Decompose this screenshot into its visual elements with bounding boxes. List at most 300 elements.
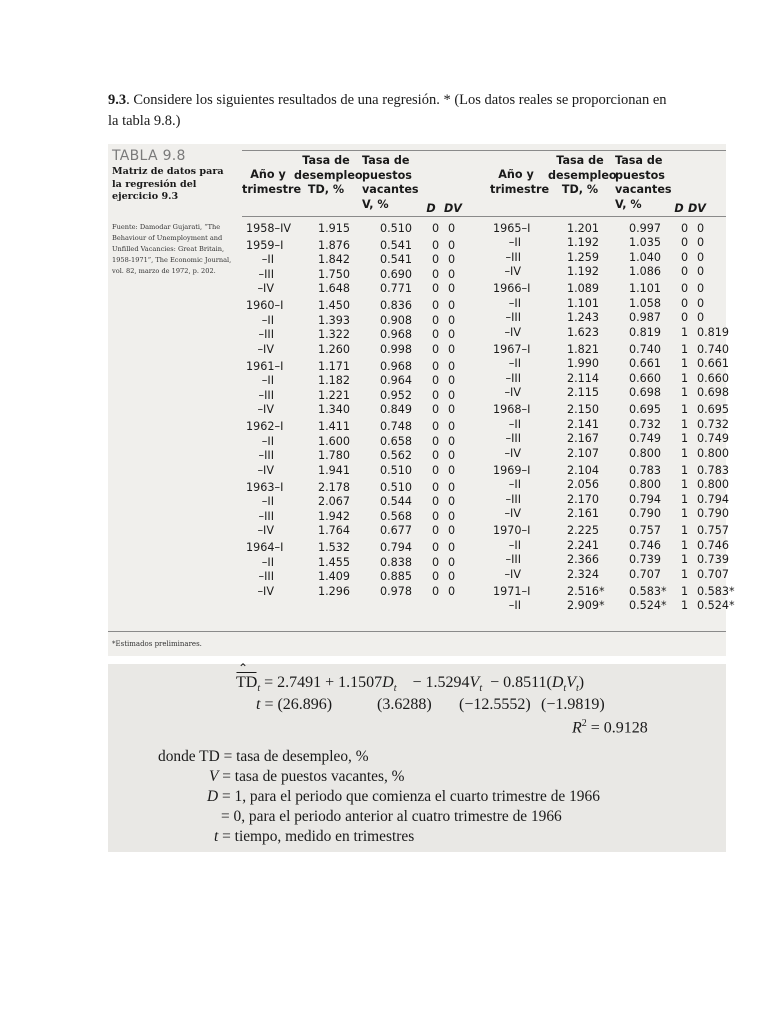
eq-dv-v-sub: t: [575, 683, 579, 695]
r-squared: $R^2 = 0.9128$: [572, 718, 648, 737]
cell-td: 2.114: [567, 371, 600, 385]
cell-d: 0: [432, 555, 440, 569]
cell-d: 1: [681, 524, 689, 538]
cell-td: 2.225: [567, 524, 600, 538]
eq-dv-coef: − 0.8511(: [490, 674, 552, 691]
t-value-v: (−12.5552): [459, 696, 531, 713]
cell-dv: 0.800: [697, 446, 730, 460]
cell-v: 0.987: [629, 311, 662, 325]
cell-dv: 0: [448, 463, 456, 477]
table-row: [246, 388, 482, 403]
cell-td: 1.243: [567, 311, 600, 325]
definition-d-one: [207, 788, 600, 806]
def-d-one-text: = 1, para el periodo que comienza el cuarto trimestre de 1966: [221, 788, 600, 805]
cell-period: –III: [505, 432, 521, 446]
table-row: [493, 371, 731, 386]
eq-dv-d-sub: t: [563, 683, 567, 695]
cell-td: 1.411: [318, 420, 351, 434]
cell-dv: 0: [448, 374, 456, 388]
cell-period: 1963–I: [246, 480, 284, 494]
cell-v: 0.800: [629, 446, 662, 460]
cell-td: 1.623: [567, 325, 600, 339]
cell-td: 1.089: [567, 282, 600, 296]
table-row: [493, 236, 731, 251]
cell-td: 2.056: [567, 478, 600, 492]
header-td-left: [294, 154, 363, 198]
cell-d: 0: [432, 359, 440, 373]
header-v-left: [362, 154, 422, 212]
cell-d: 1: [681, 567, 689, 581]
header-period-right-text: Año y trimestre: [490, 168, 550, 196]
eq-lhs-sub: t: [257, 683, 261, 695]
cell-dv: 0.524*: [697, 599, 735, 613]
table-row: [246, 448, 482, 463]
cell-v: 0.746: [629, 538, 662, 552]
cell-td: 2.167: [567, 432, 600, 446]
table-top-rule: [242, 150, 726, 151]
cell-td: 2.241: [567, 538, 600, 552]
table-9-8: [108, 144, 735, 656]
cell-dv: 0: [448, 449, 456, 463]
cell-d: 0: [432, 221, 440, 235]
cell-dv: 0.757: [697, 524, 730, 538]
exercise-text: . Considere los siguientes resultados de una regresión. * (Los datos reales se proporcionan en la tabla 9.8.): [108, 92, 667, 129]
cell-d: 0: [681, 236, 689, 250]
cell-d: 1: [681, 357, 689, 371]
def-td-lead: donde TD: [158, 748, 220, 765]
cell-d: 0: [432, 282, 440, 296]
table-row: [493, 584, 735, 599]
header-period-left-text: Año y trimestre: [242, 168, 302, 196]
cell-v: 0.739: [629, 553, 662, 567]
cell-period: 1962–I: [246, 420, 284, 434]
cell-v: 0.771: [380, 282, 413, 296]
cell-td: 2.909*: [567, 599, 605, 613]
cell-d: 1: [681, 446, 689, 460]
cell-period: 1968–I: [493, 403, 531, 417]
cell-td: 2.170: [567, 492, 600, 506]
table-row: [246, 252, 482, 267]
eq-close: ): [578, 674, 585, 691]
cell-v: 0.740: [629, 342, 662, 356]
cell-v: 1.101: [629, 282, 662, 296]
cell-dv: 0: [448, 359, 456, 373]
cell-period: –IV: [504, 567, 521, 581]
table-row: [493, 417, 731, 432]
cell-v: 1.035: [629, 236, 662, 250]
cell-td: 2.516*: [567, 584, 605, 598]
cell-d: 0: [432, 342, 440, 356]
header-v-right-text: Tasa de puestos vacantes V, %: [615, 154, 672, 211]
cell-period: –II: [261, 374, 274, 388]
cell-td: 1.101: [567, 296, 600, 310]
cell-d: 1: [681, 538, 689, 552]
cell-dv: 0: [448, 403, 456, 417]
cell-period: –III: [505, 311, 521, 325]
cell-period: –IV: [504, 507, 521, 521]
table-row: [246, 509, 482, 524]
cell-period: –III: [505, 553, 521, 567]
cell-d: 1: [681, 507, 689, 521]
cell-period: –III: [258, 267, 274, 281]
exercise-number: 9.3: [108, 92, 127, 108]
cell-period: –II: [261, 253, 274, 267]
cell-dv: 0.695: [697, 403, 730, 417]
cell-v: 0.819: [629, 325, 662, 339]
table-row: [246, 359, 482, 374]
cell-td: 1.171: [318, 359, 351, 373]
cell-period: –II: [261, 313, 274, 327]
header-period-right: [490, 168, 550, 197]
cell-td: 2.366: [567, 553, 600, 567]
def-t-var: t: [214, 828, 219, 845]
eq-v-sub: t: [479, 683, 483, 695]
cell-dv: 0: [448, 328, 456, 342]
table-source: Fuente: Damodar Gujarati, “The Behaviour of Unemployment and Unfilled Vacancies: Great Britain, 1958-1971”, The Economic Journal, vol. 82, marzo de 1972, p. 202.: [112, 223, 232, 275]
cell-period: 1964–I: [246, 541, 284, 555]
table-title: TABLA 9.8: [112, 148, 186, 164]
cell-d: 0: [432, 509, 440, 523]
table-row: [493, 402, 731, 417]
cell-dv: 0: [448, 524, 456, 538]
cell-td: 1.455: [318, 555, 351, 569]
cell-v: 0.998: [380, 342, 413, 356]
table-row: [493, 567, 731, 582]
cell-d: 0: [681, 296, 689, 310]
cell-period: –IV: [504, 325, 521, 339]
cell-dv: 0: [697, 265, 705, 279]
table-header-rule: [242, 216, 726, 217]
cell-d: 0: [432, 463, 440, 477]
table-row: [246, 434, 482, 449]
table-row: [246, 313, 482, 328]
eq-v-var: V: [469, 674, 480, 691]
cell-td: 1.780: [318, 449, 351, 463]
cell-period: –IV: [257, 282, 274, 296]
table-footnote: *Estimados preliminares.: [112, 640, 202, 648]
table-row: [246, 342, 482, 357]
cell-dv: 0: [448, 267, 456, 281]
table-row: [493, 342, 731, 357]
cell-v: 0.968: [380, 328, 413, 342]
cell-td: 1.750: [318, 267, 351, 281]
cell-period: 1967–I: [493, 342, 531, 356]
cell-dv: 0.698: [697, 386, 730, 400]
def-d-var: D: [207, 788, 219, 805]
cell-td: 2.324: [567, 567, 600, 581]
cell-td: 1.393: [318, 313, 351, 327]
cell-td: 1.260: [318, 342, 351, 356]
cell-dv: 0.819: [697, 325, 730, 339]
cell-v: 0.790: [629, 507, 662, 521]
t-value-intercept: = (26.896): [264, 696, 333, 713]
cell-d: 0: [681, 250, 689, 264]
table-row: [246, 238, 482, 253]
table-row: [246, 584, 482, 599]
cell-period: 1970–I: [493, 524, 531, 538]
cell-d: 0: [432, 449, 440, 463]
cell-td: 1.915: [318, 221, 351, 235]
header-v-left-text: Tasa de puestos vacantes V, %: [362, 154, 419, 211]
cell-d: 0: [432, 420, 440, 434]
cell-v: 1.058: [629, 296, 662, 310]
header-td-right: [548, 154, 617, 198]
table-row: [493, 538, 731, 553]
cell-v: 0.524*: [629, 599, 667, 613]
cell-d: 0: [432, 480, 440, 494]
cell-dv: 0.790: [697, 507, 730, 521]
cell-dv: 0: [448, 434, 456, 448]
def-v-text: = tasa de puestos vacantes, %: [222, 768, 405, 785]
header-d-right: D: [674, 202, 684, 215]
cell-d: 1: [681, 492, 689, 506]
cell-td: 1.764: [318, 524, 351, 538]
cell-v: 0.541: [380, 238, 413, 252]
cell-v: 0.749: [629, 432, 662, 446]
cell-td: 1.942: [318, 509, 351, 523]
cell-period: –III: [258, 388, 274, 402]
cell-d: 0: [432, 434, 440, 448]
cell-d: 0: [432, 299, 440, 313]
cell-v: 0.783: [629, 463, 662, 477]
cell-v: 0.757: [629, 524, 662, 538]
table-row: [493, 553, 731, 568]
cell-dv: 0: [448, 495, 456, 509]
table-row: [493, 281, 731, 296]
def-t-text: = tiempo, medido en trimestres: [222, 828, 415, 845]
cell-d: 0: [432, 267, 440, 281]
cell-td: 2.178: [318, 480, 351, 494]
cell-dv: 0: [448, 282, 456, 296]
cell-period: –II: [508, 417, 521, 431]
eq-intercept: = 2.7491 + 1.1507: [264, 674, 383, 691]
table-row: [246, 555, 482, 570]
cell-d: 1: [681, 599, 689, 613]
table-row: [246, 221, 482, 236]
cell-period: –IV: [257, 403, 274, 417]
cell-period: –II: [508, 538, 521, 552]
cell-v: 0.836: [380, 299, 413, 313]
cell-td: 2.067: [318, 495, 351, 509]
cell-td: 1.409: [318, 570, 351, 584]
cell-d: 0: [432, 495, 440, 509]
cell-period: 1959–I: [246, 238, 284, 252]
cell-d: 1: [681, 553, 689, 567]
cell-d: 1: [681, 342, 689, 356]
cell-dv: 0.732: [697, 417, 730, 431]
cell-td: 1.340: [318, 403, 351, 417]
cell-td: 1.648: [318, 282, 351, 296]
cell-v: 0.658: [380, 434, 413, 448]
definition-td: [158, 748, 369, 766]
table-row: [493, 432, 731, 447]
cell-d: 1: [681, 417, 689, 431]
exercise-intro: [108, 90, 668, 132]
cell-dv: 0.794: [697, 492, 730, 506]
cell-period: –III: [505, 250, 521, 264]
table-row: [493, 311, 731, 326]
cell-td: 1.296: [318, 584, 351, 598]
cell-dv: 0.707: [697, 567, 730, 581]
cell-td: 1.259: [567, 250, 600, 264]
cell-v: 1.040: [629, 250, 662, 264]
table-row: [493, 492, 731, 507]
cell-d: 0: [432, 238, 440, 252]
eq-dv-v: V: [566, 674, 576, 691]
cell-v: 0.838: [380, 555, 413, 569]
cell-dv: 0: [697, 311, 705, 325]
cell-td: 1.322: [318, 328, 351, 342]
header-v-right: [615, 154, 675, 212]
def-td-text: = tasa de desempleo, %: [223, 748, 369, 765]
cell-dv: 0: [697, 221, 705, 235]
cell-d: 0: [432, 403, 440, 417]
cell-d: 0: [432, 374, 440, 388]
cell-d: 0: [432, 388, 440, 402]
cell-v: 0.690: [380, 267, 413, 281]
cell-period: 1965–I: [493, 221, 531, 235]
table-row: [493, 463, 731, 478]
cell-td: 1.192: [567, 236, 600, 250]
cell-dv: 0: [697, 296, 705, 310]
cell-d: 1: [681, 325, 689, 339]
eq-lhs: TD: [236, 674, 258, 691]
t-value-d: (3.6288): [377, 696, 432, 713]
cell-d: 0: [432, 541, 440, 555]
cell-td: 1.532: [318, 541, 351, 555]
cell-d: 1: [681, 478, 689, 492]
cell-td: 1.842: [318, 253, 351, 267]
cell-td: 2.150: [567, 403, 600, 417]
header-d-left: D: [426, 202, 436, 215]
cell-d: 0: [681, 221, 689, 235]
cell-v: 0.510: [380, 463, 413, 477]
cell-d: 1: [681, 386, 689, 400]
definition-d-zero: = 0, para el periodo anterior al cuatro trimestre de 1966: [221, 808, 562, 825]
cell-v: 0.541: [380, 253, 413, 267]
cell-v: 0.698: [629, 386, 662, 400]
cell-v: 0.583*: [629, 584, 667, 598]
cell-period: –II: [508, 357, 521, 371]
cell-dv: 0: [448, 570, 456, 584]
regression-equation: [236, 661, 585, 695]
table-row: [246, 267, 482, 282]
regression-block: [108, 661, 726, 852]
cell-period: 1960–I: [246, 299, 284, 313]
table-row: [493, 250, 731, 265]
cell-td: 2.107: [567, 446, 600, 460]
cell-period: –IV: [504, 386, 521, 400]
cell-d: 1: [681, 432, 689, 446]
cell-d: 0: [432, 253, 440, 267]
cell-td: 2.161: [567, 507, 600, 521]
cell-td: 1.821: [567, 342, 600, 356]
cell-td: 1.876: [318, 238, 351, 252]
table-row: [246, 281, 482, 296]
cell-period: –IV: [504, 265, 521, 279]
cell-period: –III: [505, 492, 521, 506]
t-statistics: [256, 696, 332, 714]
cell-v: 0.510: [380, 221, 413, 235]
cell-dv: 0: [697, 236, 705, 250]
cell-period: –II: [508, 478, 521, 492]
table-row: [493, 523, 731, 538]
cell-dv: 0: [448, 253, 456, 267]
cell-v: 0.794: [629, 492, 662, 506]
cell-d: 0: [681, 282, 689, 296]
definition-t: [214, 828, 414, 846]
table-row: [246, 569, 482, 584]
table-row: [246, 419, 482, 434]
t-label: t: [256, 696, 261, 713]
header-td-right-text: Tasa de desempleo TD, %: [548, 154, 617, 196]
cell-d: 0: [432, 524, 440, 538]
cell-period: –III: [258, 570, 274, 584]
cell-dv: 0.740: [697, 342, 730, 356]
cell-period: –IV: [257, 524, 274, 538]
cell-period: –IV: [257, 342, 274, 356]
table-left-column: [246, 221, 482, 598]
cell-d: 0: [432, 313, 440, 327]
t-value-dv: (−1.9819): [541, 696, 605, 713]
cell-v: 0.997: [629, 221, 662, 235]
cell-d: 0: [681, 311, 689, 325]
cell-d: 1: [681, 403, 689, 417]
cell-v: 0.661: [629, 357, 662, 371]
cell-v: 0.849: [380, 403, 413, 417]
table-row: [493, 477, 731, 492]
cell-v: 0.677: [380, 524, 413, 538]
cell-period: –IV: [257, 463, 274, 477]
table-row: [246, 298, 482, 313]
cell-v: 0.908: [380, 313, 413, 327]
cell-period: –II: [261, 434, 274, 448]
cell-dv: 0: [448, 313, 456, 327]
cell-v: 0.748: [380, 420, 413, 434]
cell-v: 0.562: [380, 449, 413, 463]
cell-v: 0.978: [380, 584, 413, 598]
table-row: [246, 402, 482, 417]
cell-dv: 0: [448, 509, 456, 523]
cell-v: 0.707: [629, 567, 662, 581]
cell-dv: 0: [448, 555, 456, 569]
table-row: [246, 494, 482, 509]
table-row: [246, 463, 482, 478]
table-row: [493, 221, 731, 236]
cell-period: –II: [508, 599, 521, 613]
cell-td: 2.115: [567, 386, 600, 400]
cell-period: –II: [261, 555, 274, 569]
cell-dv: 0: [448, 420, 456, 434]
cell-v: 0.695: [629, 403, 662, 417]
cell-period: –III: [258, 509, 274, 523]
cell-d: 0: [432, 584, 440, 598]
table-row: [493, 507, 731, 522]
cell-d: 1: [681, 371, 689, 385]
cell-period: 1969–I: [493, 463, 531, 477]
cell-v: 0.800: [629, 478, 662, 492]
cell-td: 1.600: [318, 434, 351, 448]
cell-d: 1: [681, 463, 689, 477]
cell-period: 1971–I: [493, 584, 531, 598]
table-row: [493, 325, 731, 340]
cell-period: 1961–I: [246, 359, 284, 373]
cell-dv: 0.583*: [697, 584, 735, 598]
cell-dv: 0: [448, 541, 456, 555]
cell-dv: 0.746: [697, 538, 730, 552]
cell-period: –II: [261, 495, 274, 509]
cell-period: –III: [258, 328, 274, 342]
